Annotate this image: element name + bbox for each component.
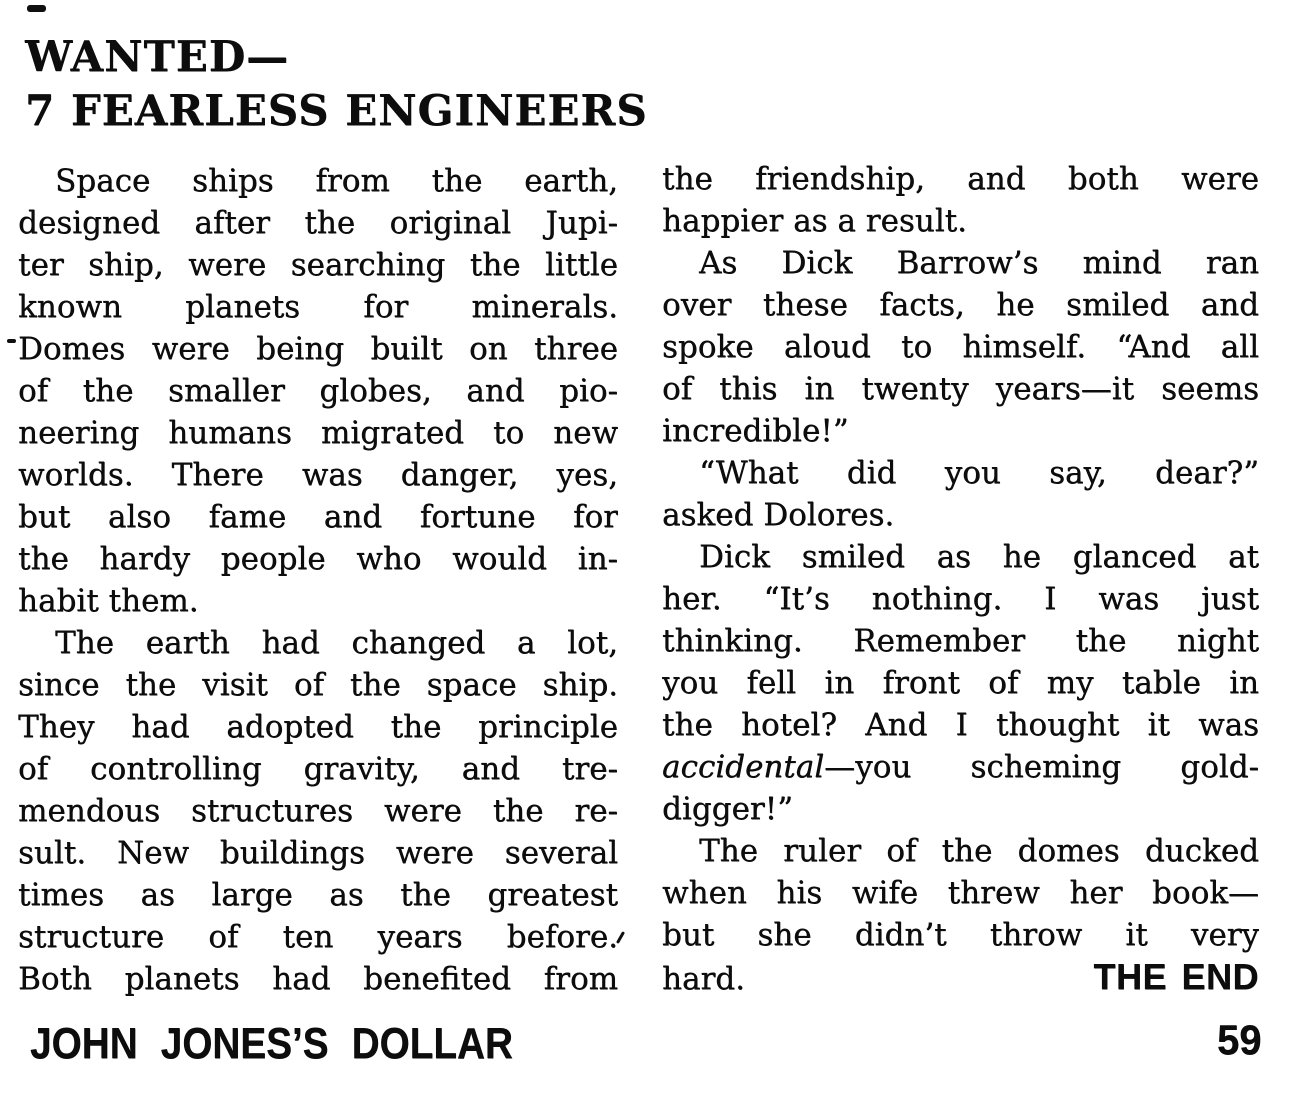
text-run: of controlling gravity, and tre-	[18, 751, 618, 787]
text-run: hard.	[662, 961, 745, 997]
text-line	[18, 286, 618, 328]
text-line	[662, 326, 1259, 368]
text-line	[18, 790, 618, 832]
text-line	[18, 496, 618, 538]
text-run: the hardy people who would in-	[18, 541, 618, 577]
text-run: known planets for minerals.	[18, 289, 618, 325]
text-run: happier as a result.	[662, 203, 967, 239]
text-line	[662, 746, 1259, 788]
text-line	[662, 620, 1259, 662]
the-end-label: THE END	[1093, 956, 1259, 997]
text-line	[662, 914, 1259, 956]
text-line	[18, 454, 618, 496]
text-line	[18, 244, 618, 286]
right-text-column	[662, 158, 1259, 998]
text-line	[662, 956, 1259, 998]
text-line	[18, 748, 618, 790]
text-line	[662, 578, 1259, 620]
left-text-column	[18, 160, 618, 1000]
text-line	[18, 958, 618, 1000]
text-run: when his wife threw her book—	[662, 875, 1259, 911]
text-run: habit them.	[18, 583, 199, 619]
text-line	[18, 412, 618, 454]
text-run: structure of ten years before.	[18, 919, 618, 955]
print-artifact	[7, 339, 16, 343]
text-line	[662, 662, 1259, 704]
text-run: but she didn’t throw it very	[662, 917, 1259, 953]
italic-text-run: accidental	[662, 749, 825, 785]
text-run: since the visit of the space ship.	[18, 667, 618, 703]
text-run: Domes were being built on three	[18, 331, 618, 367]
text-run: you fell in front of my table in	[662, 665, 1259, 701]
text-line	[662, 536, 1259, 578]
text-line	[662, 200, 1259, 242]
text-line	[662, 410, 1259, 452]
text-run: neering humans migrated to new	[18, 415, 618, 451]
text-run: The ruler of the domes ducked	[699, 833, 1259, 869]
text-line	[18, 160, 618, 202]
text-run: “What did you say, dear?”	[699, 455, 1259, 491]
text-line	[662, 830, 1259, 872]
text-run: Space ships from the earth,	[55, 163, 618, 199]
text-run: Both planets had benefited from	[18, 961, 618, 997]
text-run: thinking. Remember the night	[662, 623, 1259, 659]
text-line	[662, 368, 1259, 410]
text-run: spoke aloud to himself. “And all	[662, 329, 1259, 365]
text-line	[18, 874, 618, 916]
text-line	[18, 706, 618, 748]
print-artifact	[27, 5, 46, 12]
text-line	[662, 158, 1259, 200]
text-run: mendous structures were the re-	[18, 793, 618, 829]
title-line-2: 7 FEARLESS ENGINEERS	[25, 86, 648, 135]
title-line-1: WANTED—	[25, 32, 290, 81]
text-run: ter ship, were searching the little	[18, 247, 618, 283]
text-run: The earth had changed a lot,	[55, 625, 618, 661]
text-line	[18, 916, 618, 958]
text-run: times as large as the greatest	[18, 877, 618, 913]
text-line	[662, 242, 1259, 284]
text-run: —you scheming gold-	[824, 749, 1259, 785]
text-run: asked Dolores.	[662, 497, 895, 533]
text-line	[662, 788, 1259, 830]
text-line	[18, 832, 618, 874]
text-line	[18, 202, 618, 244]
text-run: the friendship, and both were	[662, 161, 1259, 197]
text-run: over these facts, he smiled and	[662, 287, 1259, 323]
text-run: sult. New buildings were several	[18, 835, 618, 871]
text-line	[18, 580, 618, 622]
story-title	[25, 30, 648, 138]
text-run: digger!”	[662, 791, 793, 827]
text-line	[662, 872, 1259, 914]
text-line	[18, 370, 618, 412]
text-run: worlds. There was danger, yes,	[18, 457, 618, 493]
running-footer-title: JOHN JONES’S DOLLAR	[30, 1019, 513, 1068]
text-line	[662, 704, 1259, 746]
text-line	[662, 284, 1259, 326]
text-run: Dick smiled as he glanced at	[699, 539, 1259, 575]
text-line	[18, 664, 618, 706]
text-run: of this in twenty years—it seems	[662, 371, 1259, 407]
text-run: They had adopted the principle	[18, 709, 618, 745]
text-run: her. “It’s nothing. I was just	[662, 581, 1259, 617]
text-line	[662, 452, 1259, 494]
text-line	[18, 622, 618, 664]
text-run: but also fame and fortune for	[18, 499, 618, 535]
text-run: incredible!”	[662, 413, 849, 449]
text-line	[662, 494, 1259, 536]
text-run: of the smaller globes, and pio-	[18, 373, 618, 409]
text-run: the hotel? And I thought it was	[662, 707, 1259, 743]
text-line	[18, 538, 618, 580]
text-run: designed after the original Jupi-	[18, 205, 618, 241]
page-number: 59	[1217, 1016, 1262, 1063]
text-run: As Dick Barrow’s mind ran	[699, 245, 1259, 281]
text-line	[18, 328, 618, 370]
